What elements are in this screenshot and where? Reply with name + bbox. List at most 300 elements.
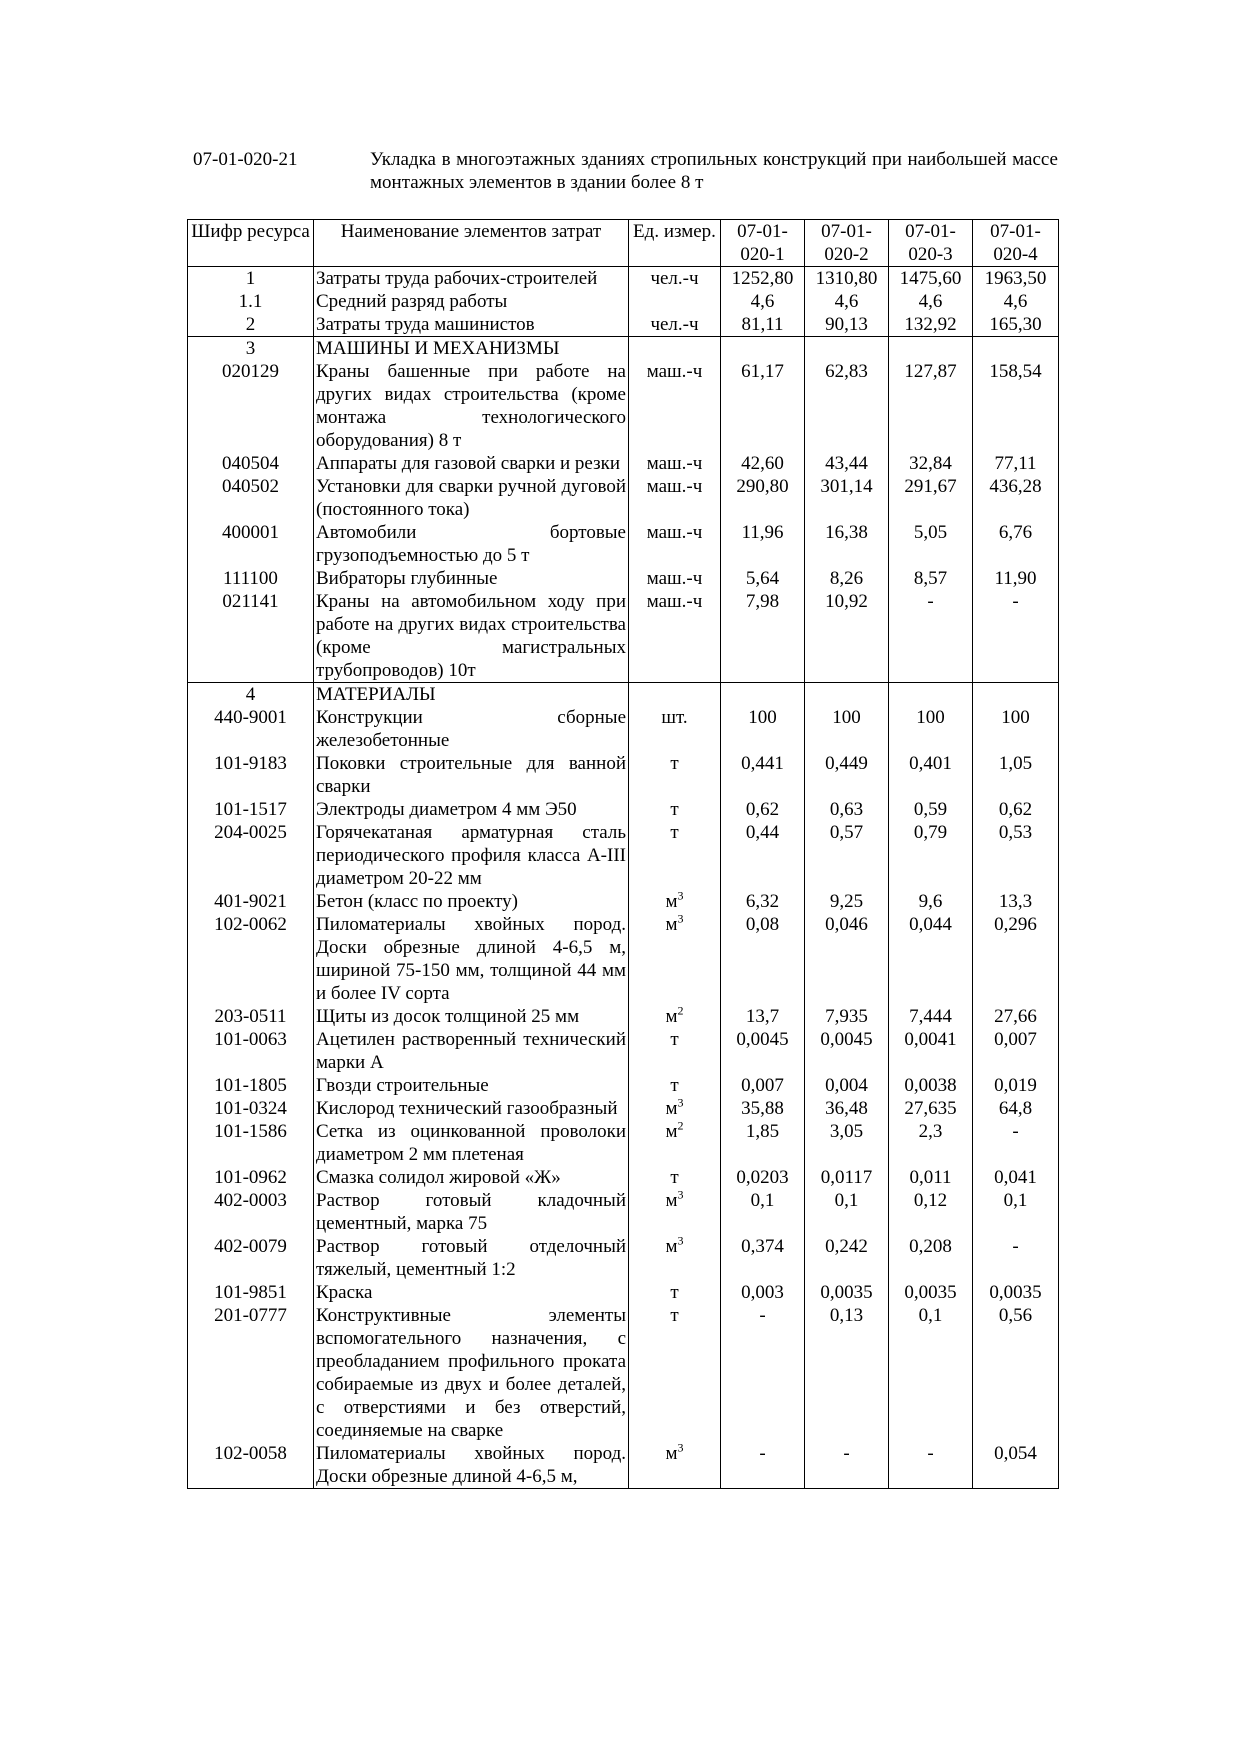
cell-value-1-text: 0,007 bbox=[741, 1075, 784, 1096]
cell-value-4-text: 0,1 bbox=[1003, 1190, 1028, 1211]
cell-value-2 bbox=[805, 452, 889, 475]
cell-unit bbox=[629, 1028, 721, 1074]
column-header-v1: 07-01-020-1 bbox=[721, 220, 805, 267]
cell-name bbox=[314, 752, 629, 798]
cell-name-text: Средний разряд работы bbox=[316, 291, 508, 312]
cell-code bbox=[188, 1166, 314, 1189]
cell-unit-text: маш.-ч bbox=[646, 361, 703, 382]
cell-value-2-text: 301,14 bbox=[820, 476, 873, 497]
cell-code bbox=[188, 475, 314, 521]
cell-unit bbox=[629, 337, 721, 361]
cell-value-2-text: 0,0045 bbox=[820, 1029, 873, 1050]
cell-code bbox=[188, 567, 314, 590]
cell-code-text: 2 bbox=[245, 314, 256, 335]
cell-name-text: Бетон (класс по проекту) bbox=[316, 891, 519, 912]
cell-value-3-text: 27,635 bbox=[904, 1098, 957, 1119]
table-row bbox=[188, 313, 1059, 337]
cell-name-text: МАШИНЫ И МЕХАНИЗМЫ bbox=[316, 338, 560, 359]
cell-unit bbox=[629, 798, 721, 821]
cell-value-1 bbox=[721, 521, 805, 567]
table-row bbox=[188, 567, 1059, 590]
cell-value-4-text: 0,007 bbox=[994, 1029, 1037, 1050]
table-body bbox=[188, 267, 1059, 1489]
cell-value-2 bbox=[805, 1166, 889, 1189]
cell-value-3 bbox=[889, 1074, 973, 1097]
cell-value-2-text: 36,48 bbox=[825, 1098, 868, 1119]
cell-name-text: Краны на автомобильном ходу при работе на других видах строительства (кроме магистральных трубопроводов) 10т bbox=[316, 591, 626, 681]
unit-exponent: 3 bbox=[677, 1187, 684, 1202]
cell-value-2 bbox=[805, 913, 889, 1005]
cell-name-text: Гвозди строительные bbox=[316, 1075, 489, 1096]
cell-value-1 bbox=[721, 1097, 805, 1120]
cell-unit bbox=[629, 567, 721, 590]
cell-name-text: Пиломатериалы хвойных пород. Доски обрезные длиной 4-6,5 м, bbox=[316, 1443, 626, 1487]
cell-value-3-text: 1475,60 bbox=[899, 268, 962, 289]
cell-value-1 bbox=[721, 267, 805, 291]
table-row bbox=[188, 752, 1059, 798]
cell-value-4 bbox=[973, 567, 1059, 590]
cell-value-1 bbox=[721, 913, 805, 1005]
cell-code bbox=[188, 821, 314, 890]
cell-unit bbox=[629, 683, 721, 707]
cell-value-1 bbox=[721, 683, 805, 707]
cell-name-text: Конструкции сборные железобетонные bbox=[316, 707, 626, 751]
cell-unit-text: т bbox=[670, 1305, 679, 1326]
cell-value-3 bbox=[889, 890, 973, 913]
cell-unit bbox=[629, 475, 721, 521]
cell-value-1-text: 35,88 bbox=[741, 1098, 784, 1119]
cell-value-1-text: 0,08 bbox=[745, 914, 780, 935]
cell-value-1 bbox=[721, 337, 805, 361]
cell-value-4 bbox=[973, 913, 1059, 1005]
table-row bbox=[188, 1235, 1059, 1281]
cell-unit bbox=[629, 1189, 721, 1235]
cell-value-3-text: 0,401 bbox=[909, 753, 952, 774]
cell-code-text: 440-9001 bbox=[214, 707, 287, 728]
cell-code-text: 3 bbox=[245, 338, 256, 359]
cell-code-text: 102-0058 bbox=[214, 1443, 287, 1464]
cell-unit-text: чел.-ч bbox=[650, 268, 699, 289]
cell-name-text: Горячекатаная арматурная сталь периодического профиля класса А-III диаметром 20-22 мм bbox=[316, 822, 626, 889]
cell-value-4-text: 11,90 bbox=[994, 568, 1037, 589]
cell-value-4 bbox=[973, 798, 1059, 821]
cell-name-text: Сетка из оцинкованной проволоки диаметром 2 мм плетеная bbox=[316, 1121, 626, 1165]
cell-value-1 bbox=[721, 313, 805, 337]
table-row bbox=[188, 1005, 1059, 1028]
cell-value-4 bbox=[973, 290, 1059, 313]
cell-value-2-text: 90,13 bbox=[825, 314, 868, 335]
table-row bbox=[188, 1442, 1059, 1489]
cell-value-4 bbox=[973, 313, 1059, 337]
cell-unit-text: м bbox=[665, 1190, 678, 1211]
column-header-v4: 07-01-020-4 bbox=[973, 220, 1059, 267]
table-row bbox=[188, 452, 1059, 475]
cell-value-3 bbox=[889, 337, 973, 361]
cell-value-3-text: 0,0035 bbox=[904, 1282, 957, 1303]
cell-value-4 bbox=[973, 1304, 1059, 1442]
cell-value-2-text: - bbox=[843, 1443, 850, 1464]
cell-value-3-text: 0,1 bbox=[918, 1305, 943, 1326]
table-row bbox=[188, 1120, 1059, 1166]
cell-value-1-text: 1252,80 bbox=[731, 268, 794, 289]
norm-title: Укладка в многоэтажных зданиях стропильных конструкций при наибольшей массе монтажных элементов в здании более 8 т bbox=[370, 149, 1058, 193]
cell-code bbox=[188, 913, 314, 1005]
cell-code bbox=[188, 1120, 314, 1166]
cell-unit bbox=[629, 1097, 721, 1120]
cell-code-text: 101-9851 bbox=[214, 1282, 287, 1303]
unit-exponent: 2 bbox=[677, 1003, 684, 1018]
cell-value-3-text: 132,92 bbox=[904, 314, 957, 335]
cell-value-4-text: 0,019 bbox=[994, 1075, 1037, 1096]
cell-value-3-text: 0,0041 bbox=[904, 1029, 957, 1050]
cell-name bbox=[314, 1028, 629, 1074]
cell-value-3-text: - bbox=[927, 1443, 934, 1464]
cell-code-text: 4 bbox=[245, 684, 256, 705]
cell-value-2-text: 43,44 bbox=[825, 453, 868, 474]
cell-value-1 bbox=[721, 567, 805, 590]
cell-code bbox=[188, 1189, 314, 1235]
cell-value-1-text: 0,62 bbox=[745, 799, 780, 820]
cell-value-4 bbox=[973, 267, 1059, 291]
cell-value-4-text: 0,054 bbox=[994, 1443, 1037, 1464]
cell-code-text: 203-0511 bbox=[214, 1006, 287, 1027]
cell-name-text: Раствор готовый кладочный цементный, марка 75 bbox=[316, 1190, 626, 1234]
cell-unit bbox=[629, 1166, 721, 1189]
cell-value-2-text: 8,26 bbox=[829, 568, 864, 589]
cell-unit bbox=[629, 452, 721, 475]
cell-value-1-text: 42,60 bbox=[741, 453, 784, 474]
cell-value-3 bbox=[889, 1235, 973, 1281]
cell-unit bbox=[629, 290, 721, 313]
table-row bbox=[188, 1097, 1059, 1120]
cell-unit-text: т bbox=[670, 1167, 679, 1188]
cell-code bbox=[188, 752, 314, 798]
cell-value-2 bbox=[805, 290, 889, 313]
cell-value-2-text: 0,449 bbox=[825, 753, 868, 774]
cell-value-1 bbox=[721, 890, 805, 913]
cell-value-2 bbox=[805, 1097, 889, 1120]
table-row bbox=[188, 360, 1059, 452]
cell-code-text: 040504 bbox=[222, 453, 279, 474]
cell-value-1-text: 6,32 bbox=[745, 891, 780, 912]
cell-name bbox=[314, 1235, 629, 1281]
cell-value-3-text: 0,12 bbox=[913, 1190, 948, 1211]
cell-name-text: Пиломатериалы хвойных пород. Доски обрезные длиной 4-6,5 м, шириной 75-150 мм, толщиной 44 мм и более IV сорта bbox=[316, 914, 626, 1004]
cell-value-4 bbox=[973, 475, 1059, 521]
cell-value-3-text: 32,84 bbox=[909, 453, 952, 474]
cell-value-4 bbox=[973, 1166, 1059, 1189]
cell-value-1 bbox=[721, 475, 805, 521]
cell-value-3 bbox=[889, 313, 973, 337]
cell-value-3 bbox=[889, 1166, 973, 1189]
cell-value-1-text: 0,003 bbox=[741, 1282, 784, 1303]
cell-value-1 bbox=[721, 706, 805, 752]
cell-value-3 bbox=[889, 521, 973, 567]
cell-value-2 bbox=[805, 798, 889, 821]
cell-value-4 bbox=[973, 706, 1059, 752]
cell-unit-text: маш.-ч bbox=[646, 453, 703, 474]
cell-value-1-text: 4,6 bbox=[750, 291, 775, 312]
cell-code-text: 1.1 bbox=[238, 291, 263, 312]
cell-code bbox=[188, 290, 314, 313]
table-row bbox=[188, 1166, 1059, 1189]
cell-unit bbox=[629, 1074, 721, 1097]
cell-value-2-text: 100 bbox=[832, 707, 861, 728]
cell-name-text: Раствор готовый отделочный тяжелый, цементный 1:2 bbox=[316, 1236, 626, 1280]
cell-value-2 bbox=[805, 1304, 889, 1442]
cell-code bbox=[188, 706, 314, 752]
cell-value-2-text: 0,242 bbox=[825, 1236, 868, 1257]
cell-unit bbox=[629, 1281, 721, 1304]
cell-unit bbox=[629, 1120, 721, 1166]
cell-value-4 bbox=[973, 590, 1059, 683]
cell-name bbox=[314, 1442, 629, 1489]
cell-value-2 bbox=[805, 521, 889, 567]
cell-value-4 bbox=[973, 1189, 1059, 1235]
cell-code bbox=[188, 1235, 314, 1281]
cell-value-2-text: 0,0117 bbox=[820, 1167, 873, 1188]
table-row bbox=[188, 475, 1059, 521]
cell-unit bbox=[629, 1304, 721, 1442]
cell-value-4 bbox=[973, 360, 1059, 452]
cell-code-text: 021141 bbox=[222, 591, 279, 612]
cell-unit-text: т bbox=[670, 1282, 679, 1303]
cell-value-1-text: 0,44 bbox=[745, 822, 780, 843]
cell-value-4-text: 100 bbox=[1001, 707, 1030, 728]
cell-code-text: 101-1805 bbox=[214, 1075, 287, 1096]
cell-value-1-text: - bbox=[759, 1305, 766, 1326]
cell-value-2 bbox=[805, 567, 889, 590]
cell-name bbox=[314, 567, 629, 590]
cell-value-4 bbox=[973, 1097, 1059, 1120]
cell-code-text: 101-1517 bbox=[214, 799, 287, 820]
cell-name bbox=[314, 290, 629, 313]
cell-value-2 bbox=[805, 590, 889, 683]
cell-value-4 bbox=[973, 521, 1059, 567]
cell-value-3 bbox=[889, 475, 973, 521]
cell-code-text: 401-9021 bbox=[214, 891, 287, 912]
cell-value-3 bbox=[889, 590, 973, 683]
cell-name-text: Аппараты для газовой сварки и резки bbox=[316, 453, 620, 474]
cell-value-3 bbox=[889, 1097, 973, 1120]
cell-value-2 bbox=[805, 1074, 889, 1097]
cell-value-3-text: 291,67 bbox=[904, 476, 957, 497]
cell-code-text: 102-0062 bbox=[214, 914, 287, 935]
cell-value-4 bbox=[973, 821, 1059, 890]
cell-code-text: 020129 bbox=[222, 361, 279, 382]
cell-value-1-text: 0,0203 bbox=[736, 1167, 789, 1188]
cell-unit bbox=[629, 313, 721, 337]
cell-value-1-text: 0,1 bbox=[750, 1190, 775, 1211]
cell-name bbox=[314, 798, 629, 821]
cell-name-text: Затраты труда рабочих-строителей bbox=[316, 268, 598, 289]
cell-value-2-text: 0,57 bbox=[829, 822, 864, 843]
cell-value-2 bbox=[805, 1028, 889, 1074]
cell-value-4 bbox=[973, 683, 1059, 707]
cell-code-text: 402-0003 bbox=[214, 1190, 287, 1211]
cell-value-3-text: 0,044 bbox=[909, 914, 952, 935]
cell-value-1 bbox=[721, 821, 805, 890]
cell-unit-text: чел.-ч bbox=[650, 314, 699, 335]
cell-value-3-text: 5,05 bbox=[913, 522, 948, 543]
cell-unit bbox=[629, 521, 721, 567]
cell-value-4 bbox=[973, 1281, 1059, 1304]
cell-code-text: 101-0324 bbox=[214, 1098, 287, 1119]
cell-value-4 bbox=[973, 1005, 1059, 1028]
cell-value-4-text: 158,54 bbox=[989, 361, 1042, 382]
cell-value-2-text: 62,83 bbox=[825, 361, 868, 382]
table-row bbox=[188, 590, 1059, 683]
cell-name bbox=[314, 1074, 629, 1097]
cell-value-1-text: 0,0045 bbox=[736, 1029, 789, 1050]
cell-value-3 bbox=[889, 1189, 973, 1235]
column-header-unit: Ед. измер. bbox=[629, 220, 721, 267]
cell-value-3 bbox=[889, 752, 973, 798]
cell-value-1-text: 61,17 bbox=[741, 361, 784, 382]
cell-value-4-text: 436,28 bbox=[989, 476, 1042, 497]
cell-value-4 bbox=[973, 452, 1059, 475]
cell-value-4-text: 4,6 bbox=[1003, 291, 1028, 312]
cell-value-3 bbox=[889, 267, 973, 291]
table-row bbox=[188, 821, 1059, 890]
cell-value-4-text: 1,05 bbox=[998, 753, 1033, 774]
cell-value-1-text: - bbox=[759, 1443, 766, 1464]
cell-value-3-text: 0,79 bbox=[913, 822, 948, 843]
norm-code: 07-01-020-21 bbox=[193, 149, 298, 170]
cell-unit-text: т bbox=[670, 799, 679, 820]
cell-value-1 bbox=[721, 1120, 805, 1166]
cell-value-3 bbox=[889, 1120, 973, 1166]
cell-value-1-text: 81,11 bbox=[741, 314, 784, 335]
cell-value-2-text: 3,05 bbox=[829, 1121, 864, 1142]
unit-exponent: 3 bbox=[677, 1233, 684, 1248]
cell-unit bbox=[629, 360, 721, 452]
cell-value-2-text: 9,25 bbox=[829, 891, 864, 912]
cell-value-3-text: 0,0038 bbox=[904, 1075, 957, 1096]
cell-value-3-text: 8,57 bbox=[913, 568, 948, 589]
table-row bbox=[188, 1189, 1059, 1235]
cell-unit-text: маш.-ч bbox=[646, 568, 703, 589]
cell-name-text: Автомобили бортовые грузоподъемностью до 5 т bbox=[316, 522, 626, 566]
cell-code bbox=[188, 313, 314, 337]
cell-value-4-text: 0,62 bbox=[998, 799, 1033, 820]
table-row bbox=[188, 337, 1059, 361]
cell-value-1 bbox=[721, 1442, 805, 1489]
cell-value-4-text: 77,11 bbox=[994, 453, 1037, 474]
cell-code-text: 201-0777 bbox=[214, 1305, 287, 1326]
cell-value-3-text: 0,208 bbox=[909, 1236, 952, 1257]
cell-code-text: 400001 bbox=[222, 522, 279, 543]
cell-name bbox=[314, 1189, 629, 1235]
cell-value-4-text: 0,296 bbox=[994, 914, 1037, 935]
table-row bbox=[188, 890, 1059, 913]
cell-name bbox=[314, 313, 629, 337]
table-row bbox=[188, 683, 1059, 707]
column-header-name: Наименование элементов затрат bbox=[314, 220, 629, 267]
cell-name bbox=[314, 590, 629, 683]
cell-value-1 bbox=[721, 1304, 805, 1442]
cell-value-1-text: 290,80 bbox=[736, 476, 789, 497]
cell-code bbox=[188, 337, 314, 361]
table-row bbox=[188, 798, 1059, 821]
cell-value-3-text: - bbox=[927, 591, 934, 612]
cell-unit bbox=[629, 890, 721, 913]
cell-name-text: Конструктивные элементы вспомогательного назначения, с преобладанием профильного проката собираемые из двух и более деталей, с отверстиями и без отверстий, соединяемые на сварке bbox=[316, 1305, 626, 1441]
cell-value-1 bbox=[721, 1005, 805, 1028]
cell-value-1 bbox=[721, 798, 805, 821]
cell-code bbox=[188, 267, 314, 291]
cell-code-text: 111100 bbox=[223, 568, 278, 589]
cell-code-text: 402-0079 bbox=[214, 1236, 287, 1257]
cell-name-text: Смазка солидол жировой «Ж» bbox=[316, 1167, 561, 1188]
cell-code bbox=[188, 452, 314, 475]
cell-value-1 bbox=[721, 1074, 805, 1097]
cell-name-text: Установки для сварки ручной дуговой (постоянного тока) bbox=[316, 476, 626, 520]
table-row bbox=[188, 1304, 1059, 1442]
table-row bbox=[188, 706, 1059, 752]
cell-name bbox=[314, 821, 629, 890]
cell-code bbox=[188, 590, 314, 683]
cell-name-text: Краны башенные при работе на других видах строительства (кроме монтажа технологического оборудования) 8 т bbox=[316, 361, 626, 451]
cell-name-text: МАТЕРИАЛЫ bbox=[316, 684, 436, 705]
cell-unit-text: м bbox=[665, 1006, 678, 1027]
cell-unit-text: маш.-ч bbox=[646, 476, 703, 497]
cell-unit bbox=[629, 706, 721, 752]
table-row bbox=[188, 913, 1059, 1005]
cell-value-4-text: 1963,50 bbox=[984, 268, 1047, 289]
cell-value-2 bbox=[805, 1120, 889, 1166]
cell-name-text: Краска bbox=[316, 1282, 373, 1303]
cell-value-3 bbox=[889, 798, 973, 821]
column-header-v3: 07-01-020-3 bbox=[889, 220, 973, 267]
cell-value-4-text: - bbox=[1012, 1236, 1019, 1257]
cell-name-text: Щиты из досок толщиной 25 мм bbox=[316, 1006, 580, 1027]
cell-unit bbox=[629, 590, 721, 683]
cell-unit-text: т bbox=[670, 753, 679, 774]
table-row bbox=[188, 1028, 1059, 1074]
cell-value-4-text: - bbox=[1012, 591, 1019, 612]
cell-value-3-text: 0,59 bbox=[913, 799, 948, 820]
cell-code-text: 101-1586 bbox=[214, 1121, 287, 1142]
unit-exponent: 3 bbox=[677, 1095, 684, 1110]
cell-value-2 bbox=[805, 1281, 889, 1304]
cell-value-1-text: 5,64 bbox=[745, 568, 780, 589]
cell-value-3-text: 9,6 bbox=[918, 891, 943, 912]
cell-value-2-text: 7,935 bbox=[825, 1006, 868, 1027]
cell-value-3 bbox=[889, 1028, 973, 1074]
cell-value-1 bbox=[721, 1189, 805, 1235]
cell-value-4-text: 165,30 bbox=[989, 314, 1042, 335]
cell-value-3 bbox=[889, 452, 973, 475]
cell-value-4-text: 13,3 bbox=[998, 891, 1033, 912]
cell-unit-text: м bbox=[665, 914, 678, 935]
cell-value-2 bbox=[805, 1005, 889, 1028]
cell-value-2 bbox=[805, 360, 889, 452]
cell-name bbox=[314, 683, 629, 707]
cell-unit-text: м bbox=[665, 1443, 678, 1464]
cell-unit-text: м bbox=[665, 891, 678, 912]
cell-name bbox=[314, 706, 629, 752]
cell-name-text: Вибраторы глубинные bbox=[316, 568, 498, 589]
cell-code bbox=[188, 1097, 314, 1120]
unit-exponent: 3 bbox=[677, 911, 684, 926]
cell-name bbox=[314, 1120, 629, 1166]
cell-value-2-text: 0,13 bbox=[829, 1305, 864, 1326]
cell-value-2-text: 10,92 bbox=[825, 591, 868, 612]
cell-value-1 bbox=[721, 590, 805, 683]
table-row bbox=[188, 1281, 1059, 1304]
cell-code-text: 101-0962 bbox=[214, 1167, 287, 1188]
